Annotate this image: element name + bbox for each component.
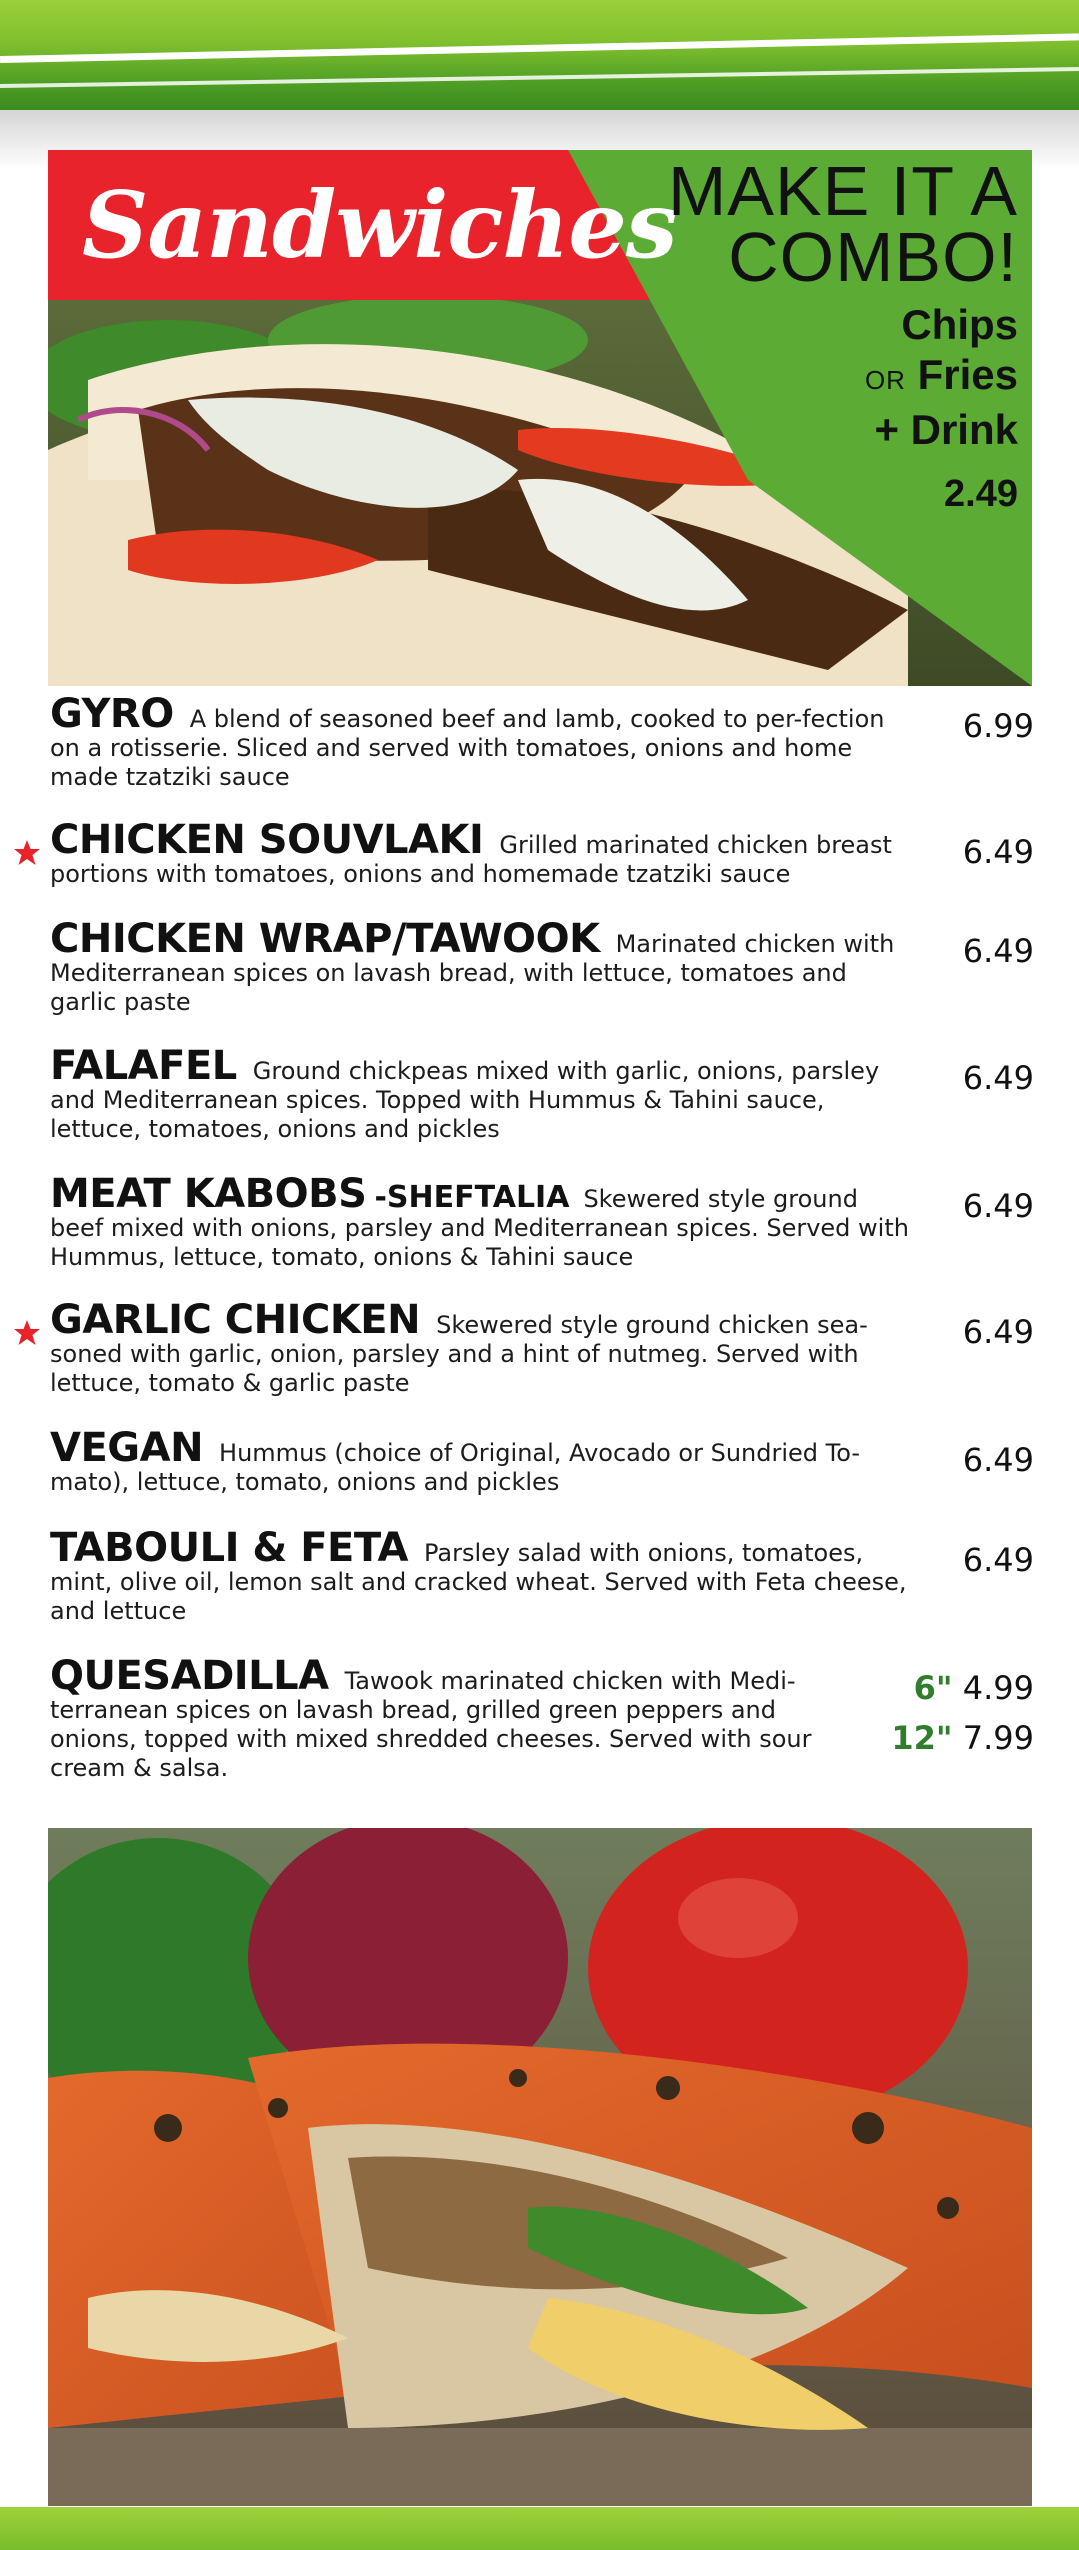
price-row-small — [891, 1668, 1034, 1708]
item-text — [50, 1043, 910, 1144]
item-description: Skewered style ground beef mixed with onions, parsley and Mediterranean spices. Served with Hummus, lettuce, tomato, onions & Tahini sauce — [50, 1185, 909, 1271]
star-icon — [12, 1318, 42, 1348]
item-price: 6.49 — [962, 1187, 1034, 1225]
item-price: 6.49 — [962, 833, 1034, 871]
combo-headline-line1: MAKE IT A — [667, 152, 1018, 230]
item-description: Parsley salad with onions, tomatoes, mint, olive oil, lemon salt and cracked wheat. Served with Feta cheese, and lettuce — [50, 1539, 907, 1625]
item-price: 6.49 — [962, 1441, 1034, 1479]
item-text — [50, 1425, 910, 1497]
menu-item-quesadilla — [50, 1653, 1034, 1783]
size-label: 12" — [891, 1719, 953, 1757]
size-label: 6" — [913, 1669, 953, 1707]
item-name: GARLIC CHICKEN — [50, 1297, 421, 1343]
bottom-band — [0, 2507, 1079, 2550]
menu-item-garlic-chicken — [50, 1297, 1034, 1398]
menu-item-meat-kabobs — [50, 1171, 1034, 1272]
item-description: Tawook marinated chicken with Medi-terranean spices on lavash bread, grilled green peppers and onions, topped with mixed shredded cheeses. Served with sour cream & salsa. — [50, 1667, 812, 1782]
item-name: CHICKEN SOUVLAKI — [50, 817, 484, 863]
top-band-stripe — [0, 67, 1079, 88]
section-title: Sandwiches — [82, 171, 677, 279]
menu-item-falafel — [50, 1043, 1034, 1144]
item-description: Hummus (choice of Original, Avocado or Sundried To-mato), lettuce, tomato, onions and pickles — [50, 1439, 861, 1496]
combo-or-label: OR — [864, 365, 906, 395]
item-description: Ground chickpeas mixed with garlic, onions, parsley and Mediterranean spices. Topped with Hummus & Tahini sauce, lettuce, tomatoes, onions and pickles — [50, 1057, 880, 1143]
item-name: GYRO — [50, 691, 174, 737]
item-name: CHICKEN WRAP/TAWOOK — [50, 916, 600, 962]
item-prices — [891, 1668, 1034, 1758]
item-text — [50, 1653, 850, 1783]
combo-fries: Fries — [917, 351, 1018, 398]
menu-item-tabouli-feta — [50, 1525, 1034, 1626]
menu-item-gyro — [50, 691, 1034, 792]
combo-headline — [598, 152, 1018, 296]
quesadilla-photo — [48, 1828, 1032, 2506]
item-name: MEAT KABOBS — [50, 1171, 367, 1217]
item-name: VEGAN — [50, 1425, 204, 1471]
top-band-stripe — [0, 33, 1079, 63]
combo-fries-row — [598, 350, 1018, 405]
item-price: 7.99 — [962, 1719, 1034, 1757]
item-name: TABOULI & FETA — [50, 1525, 408, 1571]
menu-item-vegan — [50, 1425, 1034, 1497]
item-text — [50, 1297, 910, 1398]
hero-section — [48, 150, 1032, 686]
item-text — [50, 916, 910, 1017]
top-band — [0, 0, 1079, 110]
item-price: 6.49 — [962, 1059, 1034, 1097]
item-price: 4.99 — [962, 1669, 1034, 1707]
item-price: 6.49 — [962, 1313, 1034, 1351]
combo-price: 2.49 — [944, 473, 1018, 515]
item-subname: -SHEFTALIA — [374, 1180, 570, 1215]
item-price: 6.49 — [962, 932, 1034, 970]
item-description: Marinated chicken with Mediterranean spices on lavash bread, with lettuce, tomatoes and garlic paste — [50, 930, 895, 1016]
item-price: 6.49 — [962, 1541, 1034, 1579]
item-text — [50, 1171, 910, 1272]
star-icon — [12, 838, 42, 868]
combo-headline-line2: COMBO! — [728, 218, 1018, 296]
price-row-large — [891, 1718, 1034, 1758]
item-description: A blend of seasoned beef and lamb, cooked to per-fection on a rotisserie. Sliced and served with tomatoes, onions and home made tzatziki sauce — [50, 705, 885, 791]
item-description: Skewered style ground chicken sea-soned with garlic, onion, parsley and a hint of nutmeg. Served with lettuce, tomato & garlic paste — [50, 1311, 868, 1397]
combo-chips: Chips — [901, 301, 1018, 348]
item-price: 6.99 — [962, 707, 1034, 745]
item-name: FALAFEL — [50, 1043, 237, 1089]
item-text — [50, 1525, 910, 1626]
item-text — [50, 691, 910, 792]
menu-item-chicken-wrap-tawook — [50, 916, 1034, 1017]
item-text — [50, 817, 910, 889]
combo-drink: + Drink — [874, 406, 1018, 453]
item-name: QUESADILLA — [50, 1653, 329, 1699]
combo-offer — [598, 152, 1018, 519]
menu-item-chicken-souvlaki — [50, 817, 1034, 889]
item-description: Grilled marinated chicken breast portions with tomatoes, onions and homemade tzatziki sauce — [50, 831, 892, 888]
